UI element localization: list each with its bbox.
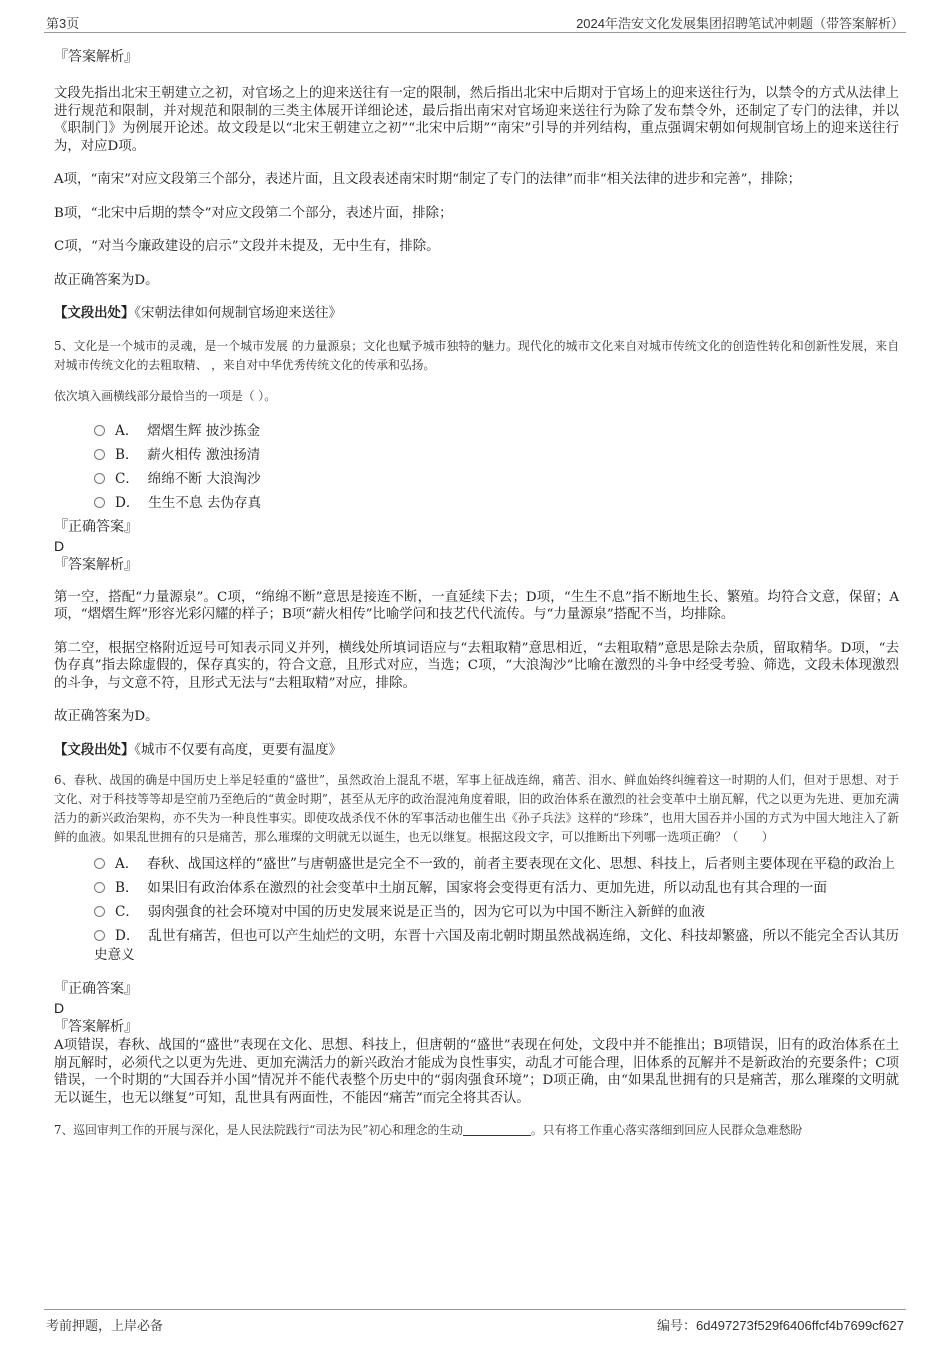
radio-icon[interactable] <box>94 449 105 460</box>
q6-analysis: A项错误，春秋、战国的“盛世”表现在文化、思想、科技上，但唐朝的“盛世”表现在何处，文段中并不能推出；B项错误，旧有的政治体系在土崩瓦解时，必须代之以更为先进、更加充满活力的新兴政治才能成为良性事实，动乱才可能合理，旧体系的瓦解并不是新政治的充要条件；C项错误，一个时期的“大国吞并小国”情况并不能代表整个历史中的“弱肉强食环境”；D项正确，由“如果乱世拥有的只是痛苦，那么璀璨的文明就无以诞生，也无以继复”可知，乱世具有两面性，不能因“痛苦”而完全将其否认。 <box>54 1038 899 1106</box>
radio-icon[interactable] <box>94 906 105 917</box>
q4-source <box>54 305 899 323</box>
radio-icon[interactable] <box>94 497 105 508</box>
q5-option-c[interactable]: C． 绵绵不断 大浪淘沙 <box>94 467 899 491</box>
q5-stem: 5、文化是一个城市的灵魂，是一个城市发展 的力量源泉；文化也赋予城市独特的魅力。现代化的城市文化来自对城市传统文化的创造性转化和创新性发展，来自对城市传统文化的去粗取精、 ，来自对中华优秀传统文化的传承和弘扬。 <box>54 338 899 372</box>
radio-icon[interactable] <box>94 930 105 941</box>
radio-icon[interactable] <box>94 882 105 893</box>
q6-option-c[interactable]: C． 弱肉强食的社会环境对中国的历史发展来说是正当的，因为它可以为中国不断注入新鲜的血液 <box>94 901 899 925</box>
q4-analysis-para4: C项，“对当今廉政建设的启示”文段并未提及，无中生有，排除。 <box>54 239 440 254</box>
page-header <box>44 10 906 33</box>
q6-option-a[interactable]: A． 春秋、战国这样的“盛世”与唐朝盛世是完全不一致的，前者主要表现在文化、思想、科技上，后者则主要体现在平稳的政治上 <box>94 853 899 877</box>
q4-analysis-para1: 文段先指出北宋王朝建立之初，对官场之上的迎来送往有一定的限制，然后指出北宋中后期对于官场上的迎来送往行为，以禁令的方式从法律上进行规范和限制，并对规范和限制的三类主体展开详细论述，最后指出南宋对官场迎来送往行为除了发布禁令外，还制定了专门的法律，并以《职制门》为例展开论述。故文段是以“北宋王朝建立之初”“北宋中后期”“南宋”引导的并列结构，重点强调宋朝如何规制官场上的迎来送往行为，对应D项。 <box>54 86 899 154</box>
document-code: 编号：6d497273f529f6406ffcf4b7699cf627 <box>657 1318 904 1333</box>
q6-answer-label: 『正确答案』 <box>54 981 138 997</box>
q4-analysis-para3: B项，“北宋中后期的禁令”对应文段第二个部分，表述片面，排除； <box>54 205 453 221</box>
q6-stem: 6、春秋、战国的确是中国历史上举足轻重的“盛世”，虽然政治上混乱不堪，军事上征战连绵，痛苦、泪水、鲜血始终纠缠着这一时期的人们，但对于思想、对于文化、对于科技等等却是空前乃至绝后的“黄金时期”，甚至从无序的政治混沌角度着眼，旧的政治体系在激烈的社会变革中土崩瓦解，代之以更为先进、更加充满活力的新兴政治架构，亦不失为一种良性事实。即使攻战杀伐不休的军事活动也催生出《孙子兵法》这样的“珍珠”，也用大国吞并小国的方式为中国大地注入了新鲜的血液。如果乱世拥有的只是痛苦，那么璀璨的文明就无以诞生，也无以继复。根据这段文字，可以推断出下列哪一选项正确？（ ） <box>54 773 899 844</box>
radio-icon[interactable] <box>94 425 105 436</box>
q6-option-d[interactable]: D． 乱世有痛苦，但也可以产生灿烂的文明，东晋十六国及南北朝时期虽然战祸连绵，文化、科技却繁盛，所以不能完全否认其历史意义 <box>94 928 899 963</box>
q5-answer-label: 『正确答案』 <box>54 518 138 535</box>
q5-option-a[interactable]: A． 熠熠生辉 披沙拣金 <box>94 419 899 443</box>
fill-blank <box>463 1123 531 1136</box>
q5-options <box>54 419 899 515</box>
q4-analysis-label: 『答案解析』 <box>54 49 138 65</box>
document-title: 2024年浩安文化发展集团招聘笔试冲刺题（带答案解析） <box>576 16 904 31</box>
q5-option-b[interactable]: B． 薪火相传 激浊扬清 <box>94 443 899 467</box>
q5-source-title: 《城市不仅要有高度，更要有温度》 <box>134 742 342 758</box>
q7-stem-before: 7、巡回审判工作的开展与深化，是人民法院践行“司法为民”初心和理念的生动 <box>54 1123 463 1137</box>
q4-conclusion: 故正确答案为D。 <box>54 272 159 288</box>
q7-stem-after: 。只有将工作重心落实落细到回应人民群众急难愁盼 <box>530 1123 803 1137</box>
q4-source-label: 【文段出处】 <box>54 305 135 321</box>
q5-option-d[interactable]: D． 生生不息 去伪存真 <box>94 491 899 515</box>
q5-source <box>54 742 899 760</box>
q5-source-label: 【文段出处】 <box>54 741 135 758</box>
q5-prompt: 依次填入画横线部分最恰当的一项是（ ）。 <box>54 388 276 403</box>
q4-source-title: 《宋朝法律如何规制官场迎来送往》 <box>134 306 342 321</box>
radio-icon[interactable] <box>94 858 105 869</box>
q5-analysis-para2: 第二空，根据空格附近逗号可知表示同义并列，横线处所填词语应与“去粗取精”意思相近，“去粗取精”意思是除去杂质，留取精华。D项，“去伪存真”指去除虚假的，保存真实的，符合文意，且形式对应，当选；C项，“大浪淘沙”比喻在激烈的斗争中经受考验、筛选，文段未体现激烈的斗争，与文意不符，且形式无法与“去粗取精”对应，排除。 <box>54 640 899 691</box>
radio-icon[interactable] <box>94 473 105 484</box>
q5-analysis-label: 『答案解析』 <box>54 556 138 573</box>
q6-answer: D <box>54 1000 65 1016</box>
q6-analysis-label: 『答案解析』 <box>54 1019 138 1035</box>
q6-option-b[interactable]: B． 如果旧有政治体系在激烈的社会变革中土崩瓦解，国家将会变得更有活力、更加先进，所以动乱也有其合理的一面 <box>94 877 899 901</box>
q7-stem <box>54 1121 899 1140</box>
q5-answer: D <box>54 537 65 554</box>
page-footer <box>44 1309 906 1334</box>
footer-slogan: 考前押题，上岸必备 <box>46 1318 164 1333</box>
page-number: 第3页 <box>46 16 80 31</box>
q5-conclusion: 故正确答案为D。 <box>54 709 159 724</box>
q4-analysis-para2: A项，“南宋”对应文段第三个部分，表述片面，且文段表述南宋时期“制定了专门的法律”而非“相关法律的进步和完善”，排除； <box>54 172 802 187</box>
q6-options <box>54 853 899 968</box>
q5-analysis-para1: 第一空，搭配“力量源泉”。C项，“绵绵不断”意思是接连不断，一直延续下去；D项，“生生不息”指不断地生长、繁殖。均符合文意，保留；A项，“熠熠生辉”形容光彩闪耀的样子；B项“薪火相传”比喻学问和技艺代代流传。与“力量源泉”搭配不当，均排除。 <box>54 589 899 622</box>
page-content <box>54 42 899 1140</box>
